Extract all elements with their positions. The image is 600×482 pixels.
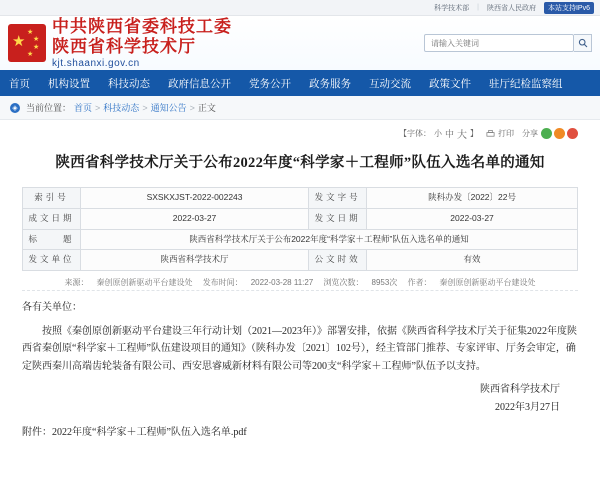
meta-value-index: SXSKXJST-2022-002243 <box>81 187 309 208</box>
ipv6-badge: 本站支持IPv6 <box>544 2 594 14</box>
share-qzone-icon[interactable] <box>567 128 578 139</box>
table-row <box>23 187 578 208</box>
nav-item-discipline[interactable]: 驻厅纪检监察组 <box>489 77 563 90</box>
nav-item-home[interactable]: 首页 <box>9 77 30 90</box>
salutation: 各有关单位： <box>22 302 82 314</box>
meta-label-index: 索引号 <box>23 187 81 208</box>
publish-value: 2022-03-28 11:27 <box>250 278 314 288</box>
meta-label-issuer: 发文单位 <box>23 250 81 271</box>
article-container <box>0 120 600 438</box>
source-label: 来源： <box>64 278 89 288</box>
meta-value-written-date: 2022-03-27 <box>81 208 309 229</box>
publish-label: 发布时间： <box>202 278 243 288</box>
breadcrumb-item-home[interactable]: 首页 <box>74 103 93 113</box>
nav-item-org[interactable]: 机构设置 <box>48 77 90 90</box>
breadcrumb-sep-3: > <box>189 102 195 113</box>
nav-item-policy[interactable]: 政策文件 <box>429 77 471 90</box>
table-row <box>23 208 578 229</box>
body-paragraph-1: 按照《秦创原创新驱动平台建设三年行动计划（2021—2023年）》部署安排，依据《陕西省科学技术厅关于征集2022年度陕西省秦创原“科学家＋工程师”队伍建设项目的通知》（陕科办发〔2021〕102号），经主管部门推荐、专家评审、厅务会审定，确定陕西秦川高端齿轮装备有限公司、西安思睿威新材料有限公司等200支“科学家＋工程师”队伍予以支持。 <box>22 325 577 372</box>
site-title-block <box>52 17 232 68</box>
font-size-medium[interactable]: 中 <box>444 129 454 139</box>
search-input[interactable] <box>429 38 569 49</box>
org-name-line2: 陕西省科学技术厅 <box>52 37 196 56</box>
font-size-group <box>399 126 478 141</box>
breadcrumb-item-notices[interactable]: 通知公告 <box>150 103 187 113</box>
emblem-star-3: ★ <box>33 44 40 51</box>
attachment-link[interactable]: 2022年度“科学家＋工程师”队伍入选名单.pdf <box>52 427 247 439</box>
meta-label-written-date: 成文日期 <box>23 208 81 229</box>
org-name-line1: 中共陕西省委科技工委 <box>52 17 232 37</box>
attachment-row <box>22 423 578 438</box>
meta-label-validity: 公文时效 <box>309 250 367 271</box>
meta-value-issuer: 陕西省科学技术厅 <box>81 250 309 271</box>
nav-item-services[interactable]: 政务服务 <box>309 77 351 90</box>
meta-value-subject: 陕西省科学技术厅关于公布2022年度“科学家＋工程师”队伍入选名单的通知 <box>81 229 578 250</box>
author-value: 秦创原创新驱动平台建设处 <box>439 278 536 288</box>
search-box[interactable] <box>424 34 574 52</box>
attachment-label: 附件： <box>22 427 52 439</box>
article-subinfo <box>22 271 578 291</box>
printer-icon <box>486 129 495 138</box>
share-wechat-icon[interactable] <box>541 128 552 139</box>
font-size-label-end: 】 <box>470 129 478 138</box>
share-buttons <box>541 128 578 139</box>
nav-item-party[interactable]: 党务公开 <box>249 77 291 90</box>
page-title: 陕西省科学技术厅关于公布2022年度“科学家＋工程师”队伍入选名单的通知 <box>55 155 545 171</box>
meta-value-issue-date: 2022-03-27 <box>367 208 578 229</box>
table-row <box>23 229 578 250</box>
table-row <box>23 250 578 271</box>
views-value: 8953次 <box>371 278 398 288</box>
meta-label-subject: 标 题 <box>23 229 81 250</box>
meta-value-docnum: 陕科办发〔2022〕22号 <box>367 187 578 208</box>
topbar-link-ministry[interactable]: 科学技术部 <box>434 4 470 12</box>
signature-block <box>22 381 578 417</box>
print-label[interactable]: 打印 <box>498 129 514 138</box>
share-weibo-icon[interactable] <box>554 128 565 139</box>
signature-date: 2022年3月27日 <box>495 402 560 414</box>
views-label: 浏览次数： <box>323 278 364 288</box>
meta-value-validity: 有效 <box>367 250 578 271</box>
nav-item-news[interactable]: 科技动态 <box>108 77 150 90</box>
meta-label-docnum: 发文字号 <box>309 187 367 208</box>
breadcrumb-sep-2: > <box>142 102 148 113</box>
emblem-star-2: ★ <box>33 36 40 43</box>
font-size-label: 【字体： <box>398 129 431 138</box>
breadcrumb <box>0 96 600 120</box>
document-meta-table <box>22 187 578 272</box>
location-pin-icon: ◈ <box>10 103 20 113</box>
meta-label-issue-date: 发文日期 <box>309 208 367 229</box>
breadcrumb-sep-1: > <box>95 102 101 113</box>
article-body <box>22 299 578 375</box>
nav-item-interaction[interactable]: 互动交流 <box>369 77 411 90</box>
emblem-star-1: ★ <box>27 29 34 36</box>
main-navigation <box>0 70 600 96</box>
emblem-star-main: ★ <box>12 33 26 50</box>
site-url: kjt.shaanxi.gov.cn <box>52 57 140 69</box>
print-group[interactable] <box>486 128 514 139</box>
author-label: 作者： <box>407 278 432 288</box>
national-emblem-icon <box>8 24 46 62</box>
site-header <box>0 16 600 70</box>
share-label: 分享 <box>522 129 538 138</box>
topbar-link-provincial-gov[interactable]: 陕西省人民政府 <box>486 4 536 12</box>
breadcrumb-item-current: 正文 <box>197 103 216 113</box>
emblem-star-4: ★ <box>27 51 34 58</box>
search-icon <box>578 38 588 48</box>
breadcrumb-label: 当前位置： <box>26 103 72 113</box>
topbar-divider: | <box>477 4 479 11</box>
header-search-area <box>424 34 592 52</box>
nav-item-gov-info[interactable]: 政府信息公开 <box>168 77 231 90</box>
share-group <box>522 128 578 139</box>
signature-org: 陕西省科学技术厅 <box>480 384 560 396</box>
font-size-large[interactable]: 大 <box>457 130 467 141</box>
breadcrumb-item-news[interactable]: 科技动态 <box>103 103 140 113</box>
font-size-small[interactable]: 小 <box>433 129 442 138</box>
source-value: 秦创原创新驱动平台建设处 <box>96 278 193 288</box>
top-utility-bar <box>0 0 600 16</box>
article-toolbar <box>22 120 578 143</box>
search-button[interactable] <box>574 34 592 52</box>
